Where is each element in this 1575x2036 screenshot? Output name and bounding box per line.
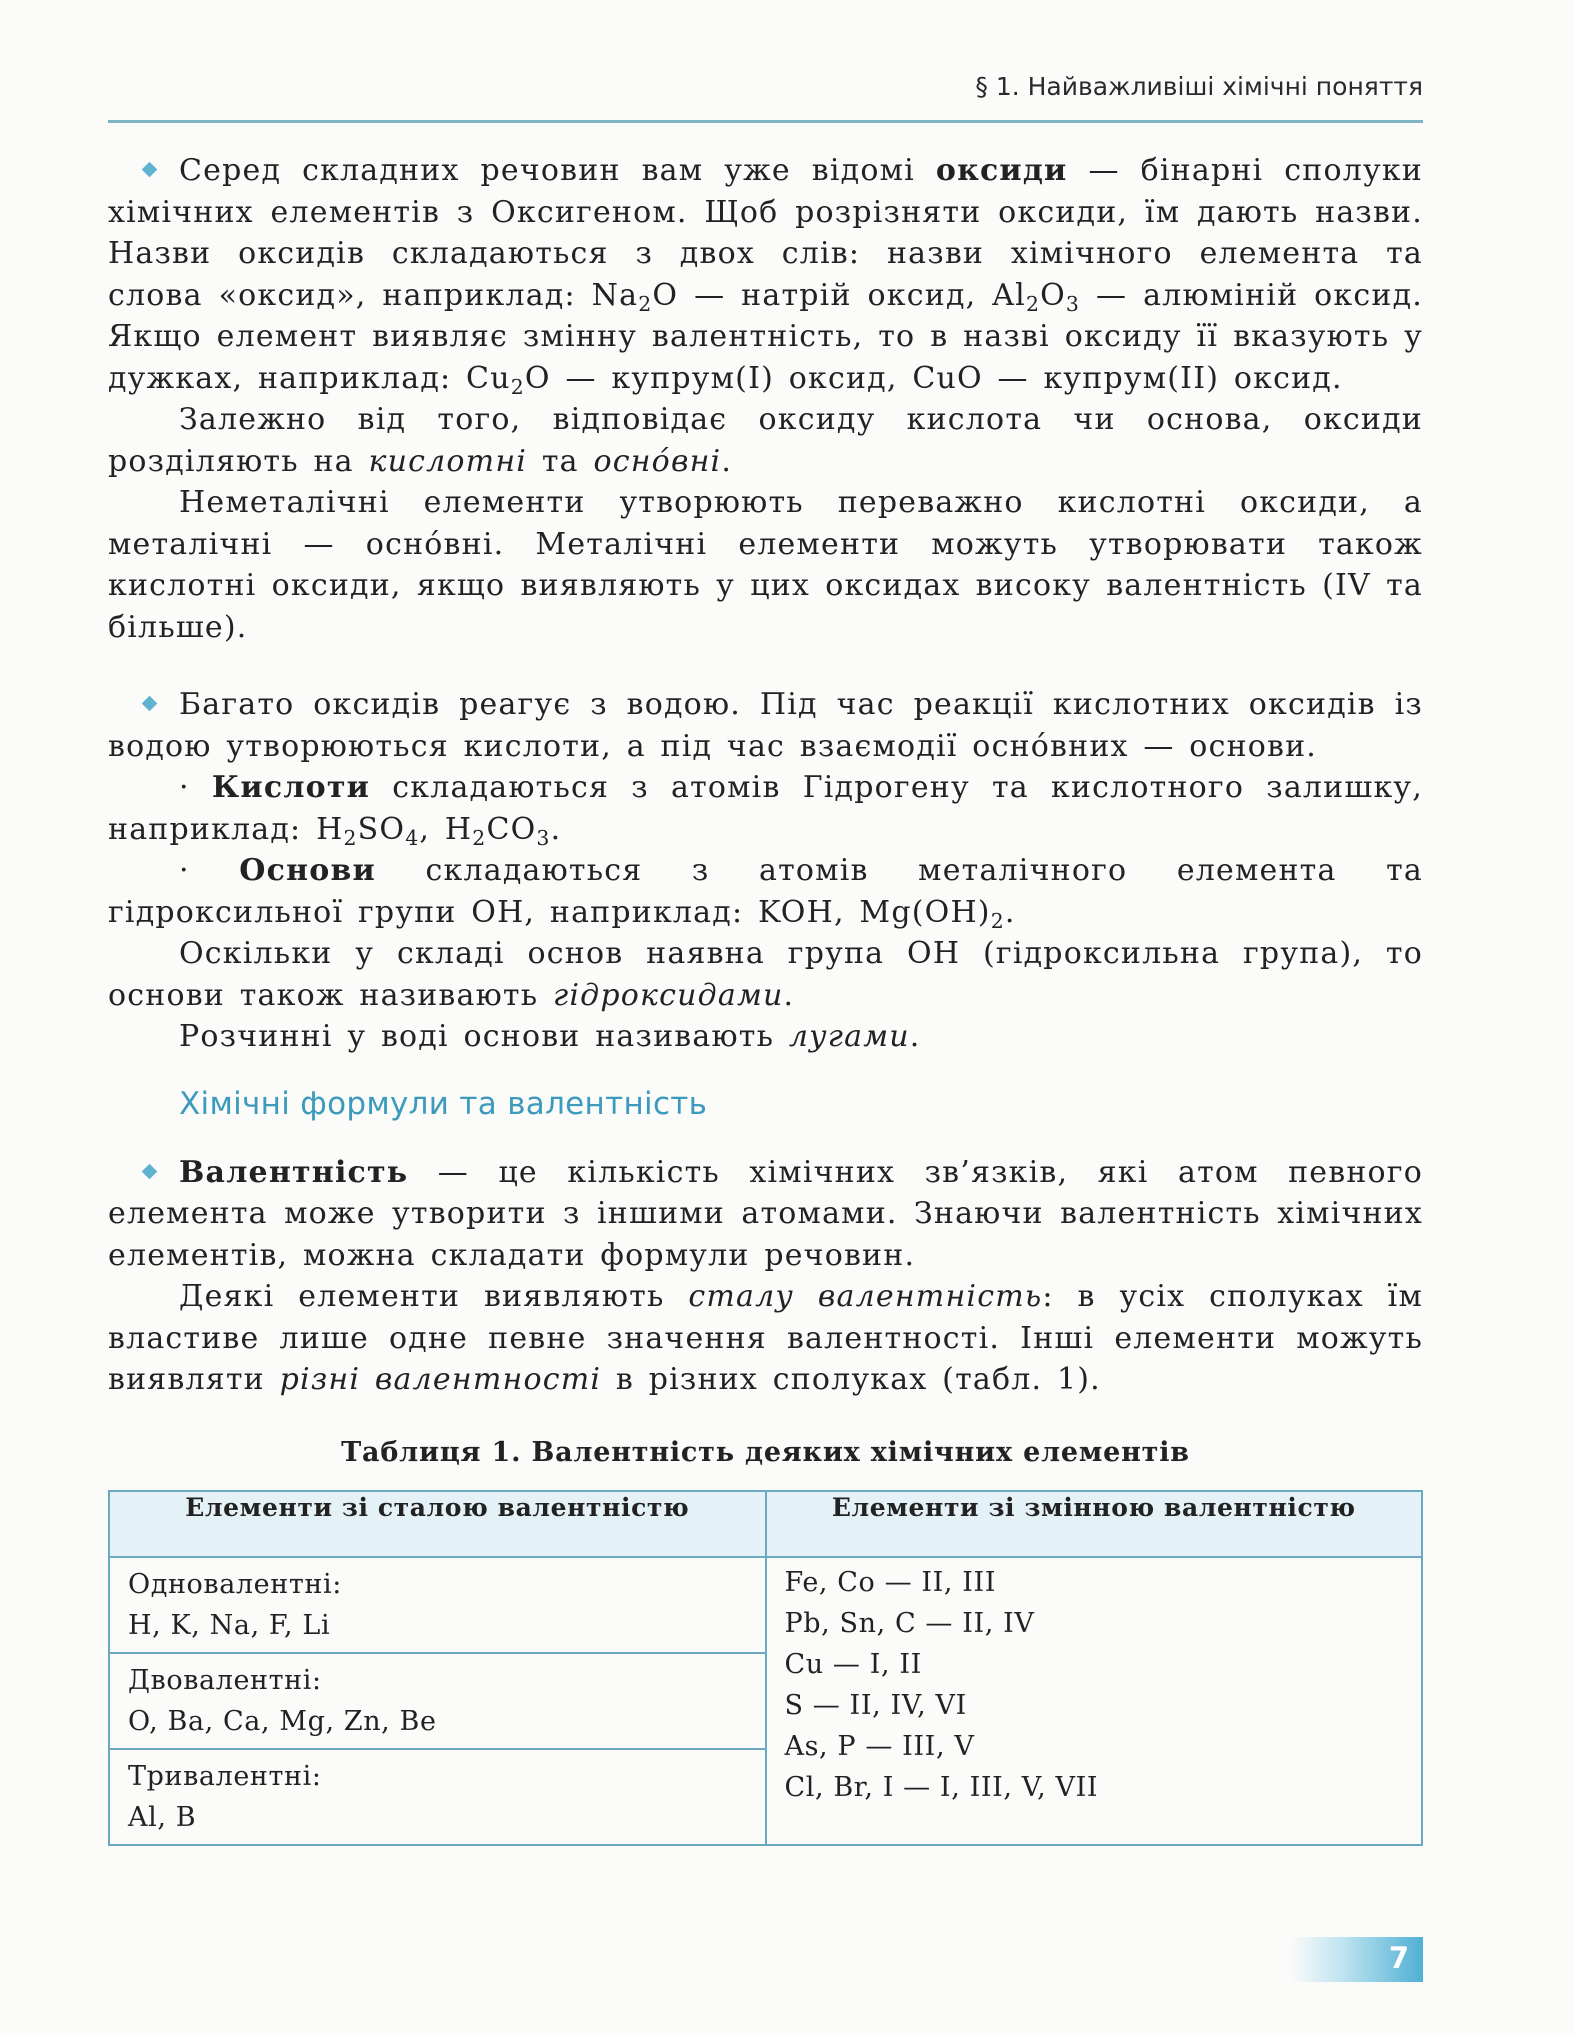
paragraph-oxide-types: Залежно від того, відповідає оксиду кислота чи основа, оксиди розділяють на кислотні та оснóвні. <box>108 402 1423 479</box>
variable-valence-item: Cl, Br, I — I, III, V, VII <box>784 1771 1099 1803</box>
valence-table <box>108 1490 1423 1846</box>
element-list: H, K, Na, F, Li <box>128 1609 331 1641</box>
table-cell <box>766 1557 1423 1845</box>
table-header-constant: Елементи зі сталою валентністю <box>109 1491 766 1557</box>
page-number: 7 <box>1388 1941 1409 1975</box>
paragraph-oxides: Серед складних речовин вам уже відомі оксиди — бінарні сполуки хімічних елементів з Оксигеном. Щоб розрізняти оксиди, їм дають назви. Назви оксидів складаються з двох слів: назви хімічного елемента та слова «оксид», наприклад: $Na_2O$ — натрій оксид, $Al_2O_3$ — алюміній оксид. Якщо елемент виявляє змінну валентність, то в назві оксиду її вказують у дужках, наприклад: $Cu_2O$ — купрум(I) оксид, CuO — купрум(II) оксид. <box>108 153 1423 399</box>
element-list: O, Ba, Ca, Mg, Zn, Be <box>128 1705 437 1737</box>
page-content <box>108 150 1423 1846</box>
section-title: § 1. Найважливіші хімічні поняття <box>975 72 1423 101</box>
table-title: Таблиця 1. Валентність деяких хімічних елементів <box>341 1436 1190 1468</box>
table-cell <box>109 1653 766 1749</box>
paragraph-acids: · Кислоти складаються з атомів Гідрогену та кислотного залишку, наприклад: $H_2SO_4$, $H_2CO_3$. <box>108 770 1423 850</box>
table-cell <box>109 1749 766 1845</box>
table-cell <box>109 1557 766 1653</box>
bullet-diamond-icon <box>142 162 158 178</box>
paragraph-oxides-water: Багато оксидів реагує з водою. Під час реакції кислотних оксидів із водою утворюються кислоти, а під час взаємодії оснóвних — основи. <box>108 687 1423 764</box>
paragraph-valence-definition: Валентність — це кількість хімічних зв’язків, які атом певного елемента може утворити з іншими атомами. Знаючи валентність хімічних елементів, можна складати формули речовин. <box>108 1154 1423 1273</box>
paragraph-bases: · Основи складаються з атомів металічного елемента та гідроксильної групи OH, наприклад: KOH, $Mg(OH)_2$. <box>108 853 1423 933</box>
bullet-diamond-icon <box>142 1163 158 1179</box>
paragraph-hydroxides: Оскільки у складі основ наявна група OH (гідроксильна група), то основи також називають гідроксидами. <box>108 936 1423 1013</box>
variable-valence-item: Fe, Co — II, III <box>784 1566 997 1598</box>
valence-label: Одновалентні: <box>128 1568 342 1600</box>
variable-valence-item: Cu — I, II <box>784 1648 922 1680</box>
subheading: Хімічні формули та валентність <box>179 1085 708 1122</box>
variable-valence-item: S — II, IV, VI <box>784 1689 967 1721</box>
paragraph-valence-types: Деякі елементи виявляють сталу валентність: в усіх сполуках їм властиве лише одне певне значення валентності. Інші елементи можуть виявляти різні валентності в різних сполуках (табл. 1). <box>108 1279 1423 1397</box>
paragraph-alkalis: Розчинні у воді основи називають лугами. <box>179 1019 921 1054</box>
page-header <box>108 60 1423 123</box>
page-number-badge <box>1290 1937 1423 1982</box>
element-list: Al, B <box>128 1801 197 1833</box>
bullet-diamond-icon <box>142 696 158 712</box>
variable-valence-item: Pb, Sn, C — II, IV <box>784 1607 1035 1639</box>
paragraph-nonmetal-oxides: Неметалічні елементи утворюють переважно кислотні оксиди, а металічні — оснóвні. Металічні елементи можуть утворювати також кислотні оксиди, якщо виявляють у цих оксидах високу валентність (IV та більше). <box>108 485 1423 645</box>
variable-valence-item: As, P — III, V <box>784 1730 975 1762</box>
valence-label: Тривалентні: <box>128 1760 322 1792</box>
valence-label: Двовалентні: <box>128 1664 322 1696</box>
table-header-variable: Елементи зі змінною валентністю <box>766 1491 1423 1557</box>
